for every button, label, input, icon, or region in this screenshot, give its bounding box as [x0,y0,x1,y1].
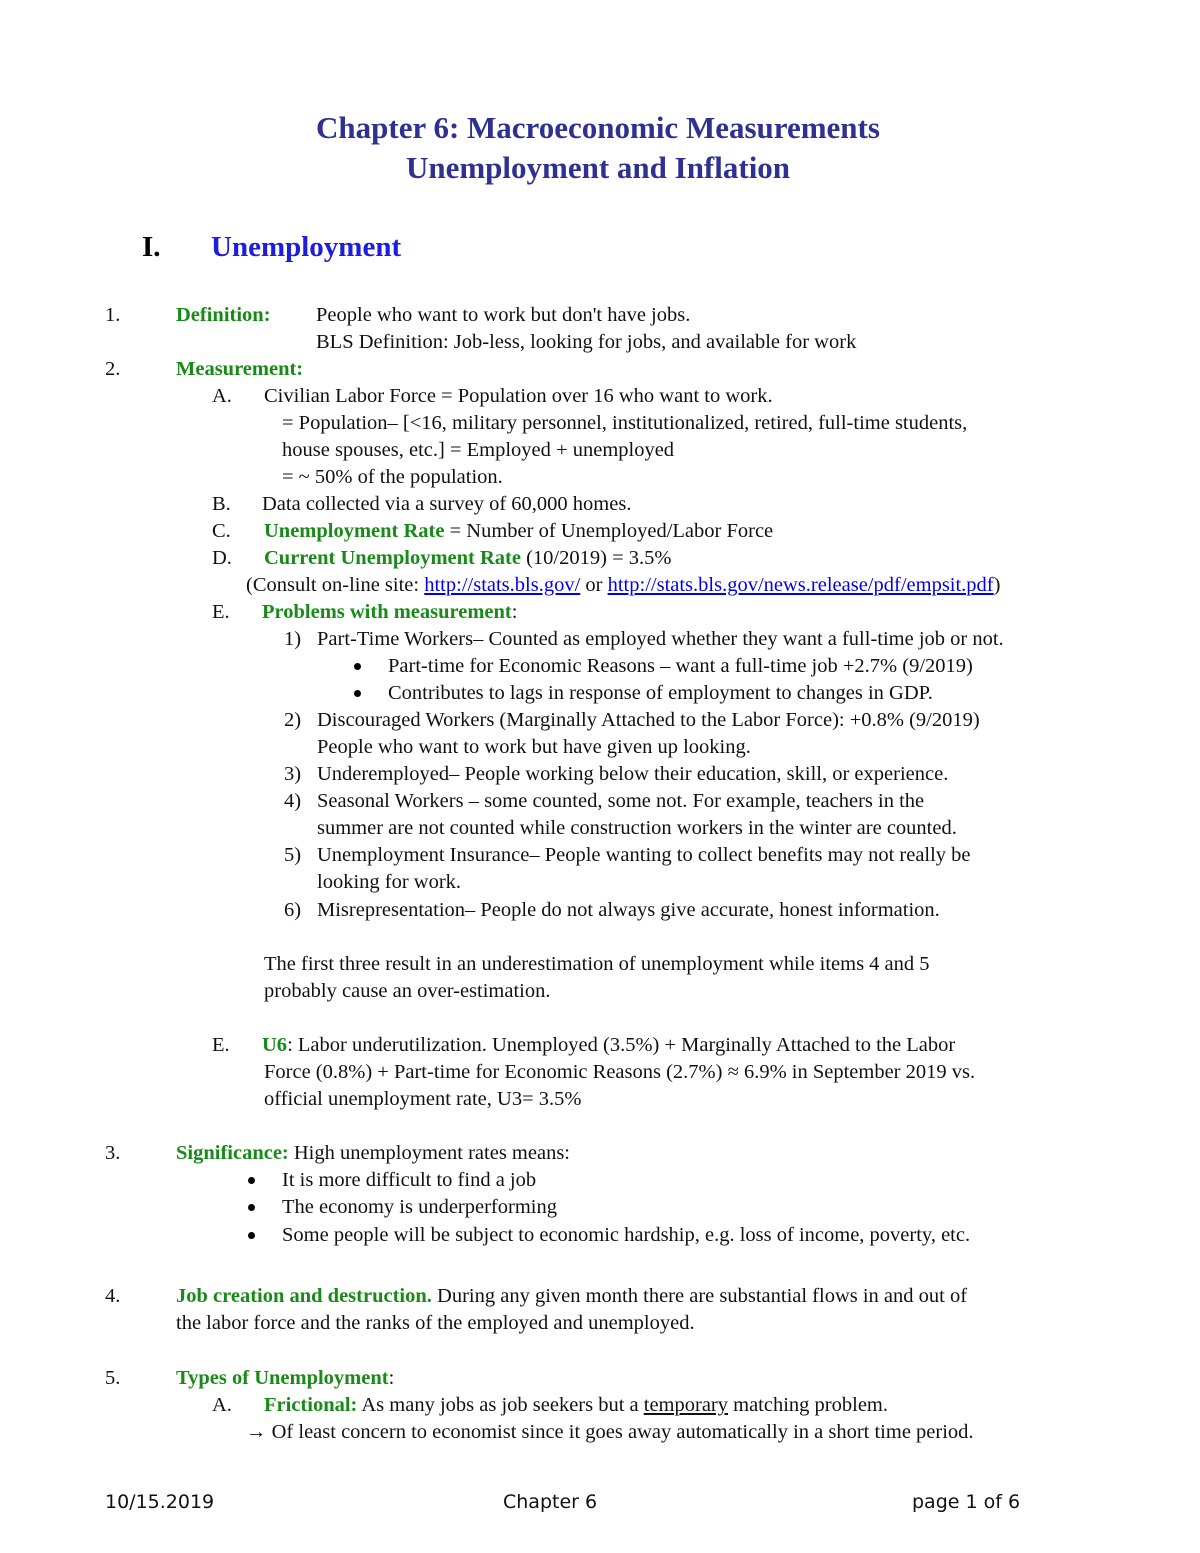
problem-3-number: 3) [284,763,302,785]
bullet-icon [248,1232,255,1239]
problem-1-bullet-1: Part-time for Economic Reasons – want a full-time job +2.7% (9/2019) [388,655,973,677]
unemployment-rate-label: Unemployment Rate [264,520,445,542]
unemployment-rate-formula: = Number of Unemployed/Labor Force [444,520,774,542]
item-1-label: Definition: [176,304,271,326]
problem-2-line-1: Discouraged Workers (Marginally Attached to the Labor Force): +0.8% (9/2019) [317,709,980,731]
problem-5-line-1: Unemployment Insurance– People wanting to collect benefits may not really be [317,844,971,866]
frictional-label: Frictional: [264,1394,358,1416]
item-2a-line-2: = Population– [<16, military personnel, institutionalized, retired, full-time students, [282,412,968,434]
item-4-line-1 [176,1283,967,1310]
consult-line [246,572,1000,599]
item-5-heading [176,1365,394,1392]
item-2d-line [264,545,671,572]
item-4-number: 4. [105,1285,121,1307]
chapter-title: Chapter 6: Macroeconomic Measurements [316,110,880,145]
problems-colon: : [511,601,518,623]
footer-chapter: Chapter 6 [503,1491,598,1513]
problem-6-number: 6) [284,899,302,921]
problem-2-line-2: People who want to work but have given up looking. [317,736,751,758]
item-5-number: 5. [105,1367,121,1389]
problem-4-line-1: Seasonal Workers – some counted, some not. For example, teachers in the [317,790,925,812]
significance-bullet-3: Some people will be subject to economic hardship, e.g. loss of income, poverty, etc. [282,1224,971,1246]
item-2e2-letter: E. [212,1034,230,1056]
problems-note-line-1: The first three result in an underestimation of unemployment while items 4 and 5 [264,953,930,975]
item-1-number: 1. [105,304,121,326]
problem-5-number: 5) [284,844,302,866]
significance-label: Significance: [176,1142,289,1164]
current-rate-value: (10/2019) = 3.5% [520,547,672,569]
consult-prefix: (Consult on-line site: [246,574,425,596]
significance-bullet-2: The economy is underperforming [282,1196,557,1218]
types-colon: : [388,1367,395,1389]
problem-4-line-2: summer are not counted while construction workers in the winter are counted. [317,817,957,839]
significance-text: High unemployment rates means: [288,1142,570,1164]
u6-line-3: official unemployment rate, U3= 3.5% [264,1088,582,1110]
job-creation-label: Job creation and destruction. [176,1285,432,1307]
frictional-note [246,1419,974,1446]
item-2b-letter: B. [212,493,231,515]
u6-text: : Labor underutilization. Unemployed (3.5%) + Marginally Attached to the Labor [287,1034,956,1056]
problem-2-number: 2) [284,709,302,731]
bullet-icon [354,690,361,697]
problems-label: Problems with measurement [262,601,512,623]
item-3-line [176,1140,570,1167]
frictional-temporary: temporary [643,1394,729,1416]
frictional-text-post: matching problem. [728,1394,888,1416]
arrow-right-icon: → [246,1421,267,1443]
item-2d-letter: D. [212,547,232,569]
frictional-line [264,1392,888,1419]
problems-note-line-2: probably cause an over-estimation. [264,980,551,1002]
problem-6-text: Misrepresentation– People do not always give accurate, honest information. [317,899,940,921]
problem-1-text: Part-Time Workers– Counted as employed whether they want a full-time job or not. [317,628,1004,650]
consult-or: or [580,574,608,596]
item-4-line-2: the labor force and the ranks of the employed and unemployed. [176,1312,695,1334]
bullet-icon [248,1204,255,1211]
bls-link[interactable]: http://stats.bls.gov/ [424,574,581,596]
empsit-pdf-link[interactable]: http://stats.bls.gov/news.release/pdf/empsit.pdf [607,574,994,596]
problem-3-text: Underemployed– People working below their education, skill, or experience. [317,763,949,785]
current-rate-label: Current Unemployment Rate [264,547,521,569]
problem-4-number: 4) [284,790,302,812]
item-3-number: 3. [105,1142,121,1164]
item-2a-line-1: Civilian Labor Force = Population over 16 who want to work. [264,385,773,407]
item-2a-line-4: = ~ 50% of the population. [282,466,503,488]
item-2c-line [264,518,773,545]
u6-line-1 [262,1032,955,1059]
item-2b-text: Data collected via a survey of 60,000 homes. [262,493,632,515]
section-title: Unemployment [211,231,402,263]
job-creation-text: During any given month there are substantial flows in and out of [431,1285,968,1307]
item-5a-letter: A. [212,1394,232,1416]
significance-bullet-1: It is more difficult to find a job [282,1169,537,1191]
item-1-text: People who want to work but don't have jobs. [316,304,691,326]
item-2e-heading [262,599,517,626]
item-2a-letter: A. [212,385,232,407]
item-2a-line-3: house spouses, etc.] = Employed + unemployed [282,439,675,461]
consult-suffix: ) [993,574,1001,596]
frictional-text-pre: As many jobs as job seekers but a [357,1394,644,1416]
u6-label: U6 [262,1034,288,1056]
item-2c-letter: C. [212,520,231,542]
footer-page-number: page 1 of 6 [912,1491,1021,1513]
frictional-note-text: Of least concern to economist since it goes away automatically in a short time period. [266,1421,974,1443]
bullet-icon [354,663,361,670]
problem-5-line-2: looking for work. [317,871,462,893]
footer-date: 10/15.2019 [105,1491,215,1513]
item-2e-letter: E. [212,601,230,623]
problem-1-bullet-2: Contributes to lags in response of employment to changes in GDP. [388,682,933,704]
u6-line-2: Force (0.8%) + Part-time for Economic Reasons (2.7%) ≈ 6.9% in September 2019 vs. [264,1061,976,1083]
item-2-number: 2. [105,358,121,380]
chapter-subtitle: Unemployment and Inflation [405,150,791,185]
item-2-label: Measurement: [176,358,304,380]
types-label: Types of Unemployment [176,1367,389,1389]
item-1-bls-definition: BLS Definition: Job-less, looking for jobs, and available for work [316,331,857,353]
bullet-icon [248,1177,255,1184]
problem-1-number: 1) [284,628,302,650]
section-number: I. [142,231,161,263]
